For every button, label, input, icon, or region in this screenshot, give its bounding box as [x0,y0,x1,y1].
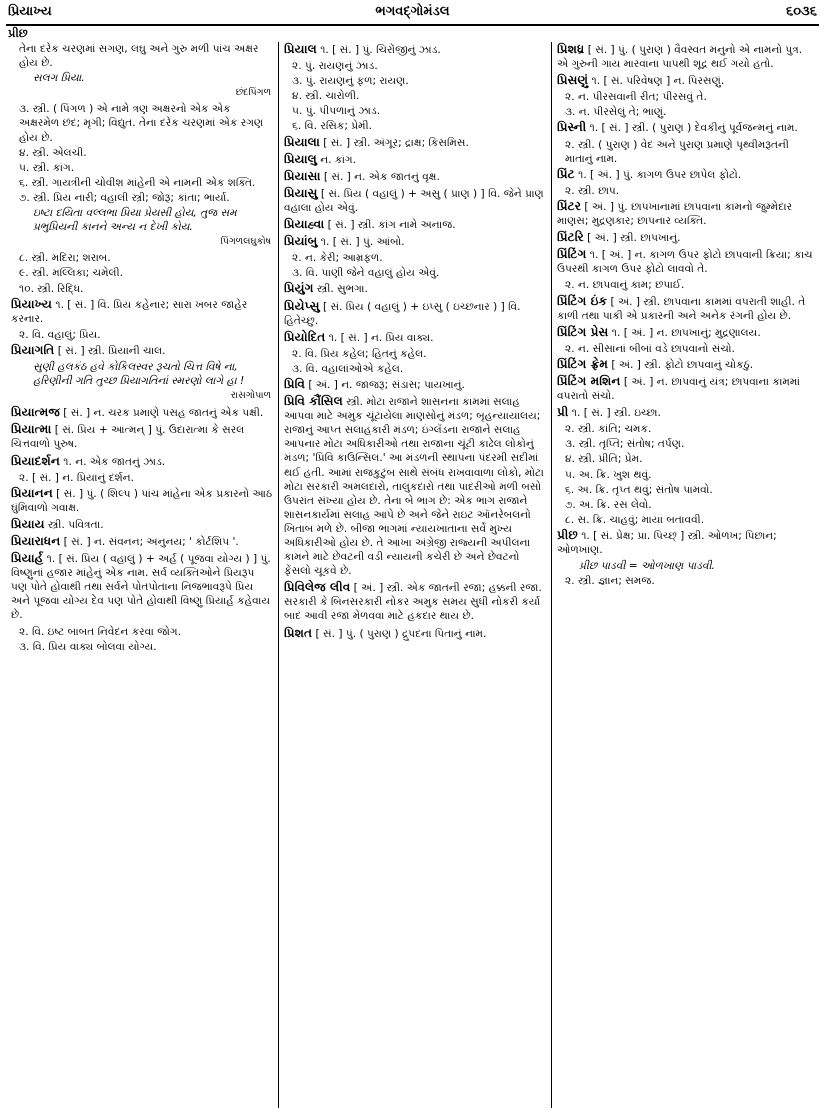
entry-definition: [ સં. ] ન. ચરક પ્રમાણે પસહ જાતનું એક પક્ષી. [59,407,264,420]
entry-quotation: પ્રીછ પાડવી = ઓળખાણ પાડવી. [579,560,715,573]
entry-sense: ૬. અ. ક્રિ. તૃપ્ત થવું; સંતોષ પામવો. [565,483,713,496]
entry-headword: પ્રિવિ [284,376,306,391]
entry-sense: ૫. અ. ક્રિ. ખુશ થવું. [565,468,652,481]
dictionary-entry [11,454,273,469]
entry-headword: પ્રિવિલેજ લીવ [284,580,351,595]
entry-definition: ૧. [ સં. ] સ્ત્રી. ઇચ્છા. [568,407,661,420]
entry-definition: ન. કાંગ. [316,153,357,166]
entry-headword: પ્રિયાખ્ય [11,296,53,311]
header-page-number: ૬૦૩૬ [785,4,817,19]
entry-definition: [ સં. ] સ્ત્રી. કાંગ નામે અનાજ. [324,219,456,232]
dictionary-entry [557,405,814,420]
entry-definition: [ સં. ] સ્ત્રી. અંગૂર; દ્રાક્ષ; કિસમિસ. [319,136,469,149]
entry-quotation: સલગ પ્રિયા. [33,72,85,85]
entry-headword: પ્રિયાલા [284,134,320,149]
dictionary-entry [557,42,814,71]
entry-definition: [ અં. ] ન. જાજરૂ; સંડાસ; પાયખાનું. [305,378,465,391]
entry-sense: ૫. સ્ત્રી. કાંગ. [19,161,75,174]
entry-sense: ૫. પું. પીપળાનું ઝાડ. [292,105,381,118]
entry-headword: પ્રિયાલુ [284,151,317,166]
entry-sense: ૭. સ્ત્રી. પ્રિય નારી; વહાલી સ્ત્રી; જોરૂ; કાંતા; ભાર્યા. [19,191,230,204]
entry-definition: [ સં. ] પું. ( શિલ્પ ) પાંચ માંહેના એક પ્રકારનો આઠ ઘુંમિવાળો ગવાક્ષ. [11,487,273,514]
entry-sense: ૨. સ્ત્રી. ( પુરાણ ) વેદ અને પુરાણ પ્રમાણે પૃથ્વીમરૂતની માતાનું નામ. [565,138,789,165]
entry-definition: [ સં. ] ન. સંવનન; અનુનય; ' કોર્ટશિપ '. [60,536,239,548]
entry-sense: ૨. વિ. વહાલું; પ્રિય. [19,328,101,341]
entry-columns [6,42,819,1108]
entry-definition: ૧. [ સં. પરિવેષણ ] ન. પિરસણું. [588,75,725,88]
entry-headword: પ્રિંટ [557,166,575,181]
dictionary-entry [557,120,814,135]
entry-sense: ૩. ન. પીરસેલું તે; ભાણું. [565,106,667,119]
entry-definition: [ સં. ] પું. ( પુરાણ ) વૈવસ્વત મનુનો એ નામનો પુત્ર. એ ગુરુની ગાય મારવાના પાપથી શૂદ્ર થઈ ગયો હતો. [557,44,803,71]
entry-sense: ૧૦. સ્ત્રી. રિદ્ધિ. [19,282,84,295]
entry-sense: ૩. વિ. વહાલાંઓએ કહેલ. [292,362,404,375]
entry-headword: પ્રિસણું [557,73,589,88]
entry-headword: પ્રિયાત્મા [11,422,52,437]
dictionary-entry [557,357,814,372]
column-3 [551,42,819,1108]
entry-sense: ૨. ન. પીરસવાની રીત; પીરસવું તે. [565,91,707,104]
entry-definition: ૧. [ અં. ] ન. કાગળ ઉપર ફોટો છાપવાની ક્રિયા; કાચ ઉપરથી કાગળ ઉપર ફોટો લાવવો તે. [557,249,813,276]
entry-definition: [ સં. ] સ્ત્રી. પ્રિયાની ચાલ. [54,344,166,357]
column-2 [278,42,551,1108]
entry-definition: સ્ત્રી. પવિત્રતા. [44,518,104,531]
dictionary-entry [284,377,546,392]
entry-sense: ૨. ન. સીસાનાં બીબાં વડે છાપવાનો સંચો. [565,342,735,355]
entry-headword: પ્રિયાસુ [284,185,318,200]
dictionary-entry [11,422,273,451]
entry-quotation: ઇષ્ટા દયિતા વલ્લભા પ્રિયા પ્રેયસી હોય, તુજ સમ પ્રભુપ્રિયની કાનને અન્ય ન દેખી કોય. [33,207,237,234]
entry-definition: ૧. [ સં. ] વિ. પ્રિય કહેનાર; સારા ખબર જાહેર કરનાર. [11,298,248,325]
entry-definition: [ અં. ] સ્ત્રી. એક જાતની રજા; હક્કની રજા. સરકારી કે બિનસરકારી નોકર અમુક સમય સુધી નોકરી કર્યા બાદ આવી રજા મેળવવા માટે હકદાર થાય છે. [284,582,542,623]
entry-sense: ૮. સ. ક્રિ. ચાહવું; માયા બતાવવી. [565,513,705,526]
page-header [6,4,819,26]
dictionary-entry [557,374,814,403]
entry-headword: પ્રિયાદર્શન [11,453,60,468]
entry-headword: પ્રિયાસા [284,168,321,183]
entry-sense: ૩. પું. રાયણનું ફળ; રાયણ. [292,75,409,88]
entry-headword: પ્રી [557,405,569,420]
entry-definition: ૧. [ સં. ] સ્ત્રી. ( પુરાણ ) દેવકીનું પૂર્વજન્મનું નામ. [586,122,798,135]
entry-headword: પ્રિંટિંગ મશિન [557,373,621,388]
entry-headword: પ્રિયાનન [11,485,53,500]
dictionary-entry [557,230,814,245]
dictionary-entry [11,534,273,549]
entry-headword: પ્રિંટરિ [557,230,584,245]
entry-definition: સ્ત્રી. સુભગા. [313,283,368,296]
entry-headword: પ્રીછ [557,527,578,542]
entry-definition: ૧. [ સં. ] ન. પ્રિય વાક્ય. [325,331,434,344]
entry-definition: [ સં. ] ન. એક જાતનું વૃક્ષ. [320,170,440,183]
entry-headword: પ્રિંટિંગ ઇંક [557,293,608,308]
dictionary-entry [557,73,814,88]
entry-sense: ૮. સ્ત્રી. મદિરા; શરાબ. [19,252,111,265]
dictionary-entry [557,294,814,323]
entry-headword: પ્રિયોદિત [284,329,326,344]
entry-sense: ૨. ન. કેરી; આમ્રફળ. [292,252,383,265]
header-guideword-left: પ્રિયાખ્ય [8,4,52,19]
entry-definition: [ અં. ] સ્ત્રી. છાપવાના કામમાં વપરાતી શાહી. તે કાળી તથા પાકી એ પ્રકારની અને અનેક રંગની હોય છે. [557,295,806,322]
entry-sense: ૩. સ્ત્રી. ( પિંગળ ) એ નામે ત્રણ અક્ષરનો એક એક અક્ષરમેળ છંદ; મૃગી; વિદ્યુત. તેના દરેક ચરણમાં એક રગણ હોય છે. [19,103,264,144]
dictionary-entry [557,167,814,182]
entry-definition: [ અં. ] સ્ત્રી. ફોટો છાપવાનું ચોકઠું. [607,358,754,371]
quotation-source: પિંગળલઘુકોષ [220,236,271,248]
entry-headword: પ્રિયાંબુ [284,234,318,249]
dictionary-entry [557,528,814,557]
dictionary-entry [11,343,273,358]
entry-sense: ૪. સ્ત્રી. ચારોળી. [292,90,360,103]
entry-definition: ૧. [ અં. ] ન. છાપખાનું; મુદ્રણાલય. [608,326,761,339]
quotation-source: છંદપિંગળ [235,87,271,99]
dictionary-entry [284,281,546,296]
dictionary-entry [11,551,273,622]
entry-headword: પ્રિશત [284,625,313,640]
entry-sense: ૬. સ્ત્રી. ગાયત્રીની ચોવીશ માંહેની એ નામની એક શક્તિ. [19,176,256,189]
dictionary-entry [284,186,546,215]
entry-headword: પ્રિયાય [11,516,45,531]
entry-sense: ૩. સ્ત્રી. તૃપ્તિ; સંતોષ; તર્પણ. [565,438,685,451]
entry-sense: ૨. સ્ત્રી. જ્ઞાન; સમજ. [565,575,655,588]
dictionary-entry [284,394,546,578]
dictionary-entry [557,325,814,340]
entry-sense: ૨. સ્ત્રી. કાંતિ; ચમક. [565,423,652,436]
entry-headword: પ્રિયાર્હ [11,551,44,566]
entry-sense: ૬. વિ. રસિક; પ્રેમી. [292,120,373,133]
entry-definition: [ સં. પ્રિય ( વહાલું ) + અસુ ( પ્રાણ ) ] વિ. જેને પ્રાણ વહાલા હોય એવું. [284,187,544,214]
header-guideword-end: પ્રીછ [8,26,28,40]
entry-definition: ૧. [ સં. ] પું. આંબો. [317,236,405,249]
dictionary-entry [284,152,546,167]
entry-headword: પ્રિંટર [557,198,582,213]
entry-definition: ૧. [ અં. ] પું. કાગળ ઉપર છાપેલ ફોટો. [574,168,742,181]
entry-sense: ૩. વિ. પાણી જેને વહાલું હોય એવું. [292,267,440,280]
dictionary-entry [284,234,546,249]
entry-sense: ૪. સ્ત્રી. એલચી. [19,146,87,159]
dictionary-entry [284,169,546,184]
entry-headword: પ્રિવિ કૌંસિલ [284,394,343,409]
quotation-source: રાસગોપાળ [230,390,271,402]
entry-headword: પ્રિયાહ્વા [284,217,325,232]
entry-sense: ૪. સ્ત્રી. પ્રીતિ; પ્રેમ. [565,453,643,466]
dictionary-entry [284,299,546,328]
entry-headword: પ્રિંટિંગ પ્રેસ [557,324,609,339]
entry-definition: ૧. [ સં. પ્રિય ( વહાલું ) + અર્હ ( પૂજવા યોગ્ય ) ] પું. વિષ્ણુનાં હજાર માંહેનું એક નામ. સર્વ વ્યક્તિઓને પ્રિયરૂપ પણ પોતે હોવાથી તથા સર્વને પોતપોતાના નિજભાવરૂપે પ્રિય અને પૂજવા યોગ્ય દેવ પણ પોતે હોવાથી વિષ્ણુ પ્રિયાર્હ કહેવાય છે. [11,553,271,622]
entry-definition: [ અં. ] સ્ત્રી. છાપખાનું. [583,232,681,245]
entry-headword: પ્રિયારાધન [11,534,61,548]
column-1 [6,42,278,1108]
entry-headword: પ્રિયુંગ [284,281,314,296]
dictionary-entry [557,199,814,228]
entry-headword: પ્રિયેપ્સુ [284,298,320,313]
dictionary-entry [11,486,273,515]
entry-sense: ૨. [ સં. ] ન. પ્રિયાનું દર્શન. [19,471,135,484]
entry-headword: પ્રિંટિંગ ફ્રેમ [557,356,608,371]
entry-headword: પ્રિશધ્ર [557,42,585,56]
entry-definition: [ સં. પ્રિય + આત્મન્ ] પું. ઉદારાત્મા કે સરલ ચિત્તવાળો પુરુષ. [11,424,245,451]
entry-sense: ૩. વિ. પ્રિય વાક્ય બોલવા યોગ્ય. [19,640,157,653]
entry-definition: [ અં. ] ન. છાપવાનું યંત્ર; છાપવાના કામમાં વપરાતો સંચો. [557,375,800,403]
entry-sense: ૨. ન. છાપવાનું કામ; છપાઈ. [565,279,685,292]
entry-sense: ૯. સ્ત્રી. મલ્લિકા; ચમેલી. [19,267,123,280]
dictionary-entry [284,626,546,641]
dictionary-entry [284,42,546,57]
dictionary-entry [284,330,546,345]
entry-quotation: સુણી હલકંઠ હવે કોકિલસ્વર રૂચતો ચિત્ત વિષે ના, હરિણીની ગતિ તુચ્છ પ્રિયાગતિનાં સ્મરણો લાગે હા ! [33,360,245,388]
dictionary-entry [11,517,273,532]
header-book-title: ભગવદ્ગોમંડલ [375,4,450,19]
entry-headword: પ્રિસ્ની [557,120,587,135]
entry-sense: ૭. અ. ક્રિ. રસ લેવો. [565,498,652,511]
entry-definition: [ સં. પ્રિય ( વહાલું ) + ઇપ્સુ ( ઇચ્છનાર ) ] વિ. હિતેચ્છુ. [284,300,521,327]
entry-headword: પ્રિંટિંગ [557,247,587,262]
entry-headword: પ્રિયાલ [284,42,317,56]
entry-sense: તેના દરેક ચરણમાં સગણ, લઘુ અને ગુરુ મળી પાંચ અક્ષર હોય છે. [19,43,259,70]
entry-definition: [ સં. ] પું. ( પુરાણ ) દ્રુપદના પિતાનું નામ. [312,627,487,640]
dictionary-entry [11,297,273,326]
entry-sense: ૨. વિ. ઇષ્ટ બાબત નિવેદન કરવા જોગ. [19,625,181,638]
entry-definition: ૧. [ સં. ] પું. ચિરોંજીનું ઝાડ. [316,44,441,56]
entry-definition: ૧. [ સં. પ્રેક્ષ; પ્રા. પિચ્છ્ ] સ્ત્રી. ઓળખ; પિછાન; ઓળખાણ. [557,529,777,556]
entry-sense: ૨. વિ. પ્રિય કહેલ; હિતનું કહેલ. [292,347,427,360]
entry-definition: સ્ત્રી. મોટા રાજાને શાસનના કામમાં સલાહ આપવા માટે અમુક ચૂંટાયેલા માણસોનું મંડળ; બૃહન્યાયાલય; રાજાનું આપ્ત સલાહકારી મંડળ; ઇંગ્લૅંડના રાજાને સલાહ આપનાર મોટા અધિકારીઓ તથા રાજાના ચૂંટી કાઢેલ લોકોનું મંડળ; 'પ્રિવિ કાઉન્સિલ.' આ મંડળની સ્થાપના પંદરમી સદીમાં થઈ હતી. આમાં રાજકુટુંબ સાથે સંબંધ રાખવાવાળા લોકો, મોટા મોટા સરકારી અમલદારો, તાલુકદારો તથા પાદરીઓ મળી બસો ઉપરાંત સંખ્યા હોય છે. તેના બે ભાગ છે: એક ભાગ રાજાને શાસનકાર્યમાં સલાહ આપે છે અને જેને રાઇટ ઑનરેબલનો ખિતાબ મળે છે. બીજા ભાગમાં ન્યાયખાતાના સર્વે મુખ્ય અધિકારીઓ હોય છે. તે આખા અંગ્રેજી રાજ્યની અપીલના કામને માટે છેવટની વડી ન્યાયની કચેરી છે અને છેવટનો ફેંસલો ચૂકવે છે. [284,396,544,578]
entry-headword: પ્રિયાત્મજ [11,405,60,420]
entry-definition: [ અં. ] પું. છાપખાનામાં છાપવાના કામનો જુમ્મેદાર માણસ; મુદ્રણકાર; છાપનાર વ્યક્તિ. [557,200,793,228]
entry-sense: ૨. સ્ત્રી. છાપ. [565,184,620,197]
entry-headword: પ્રિયાગતિ [11,342,55,357]
entry-sense: ૨. પું. રાયણનું ઝાડ. [292,60,378,73]
dictionary-entry [284,217,546,232]
dictionary-entry [557,247,814,276]
dictionary-entry [284,135,546,150]
dictionary-entry [11,405,273,420]
dictionary-entry [284,580,546,623]
entry-definition: ૧. ન. એક જાતનું ઝાડ. [59,455,166,468]
